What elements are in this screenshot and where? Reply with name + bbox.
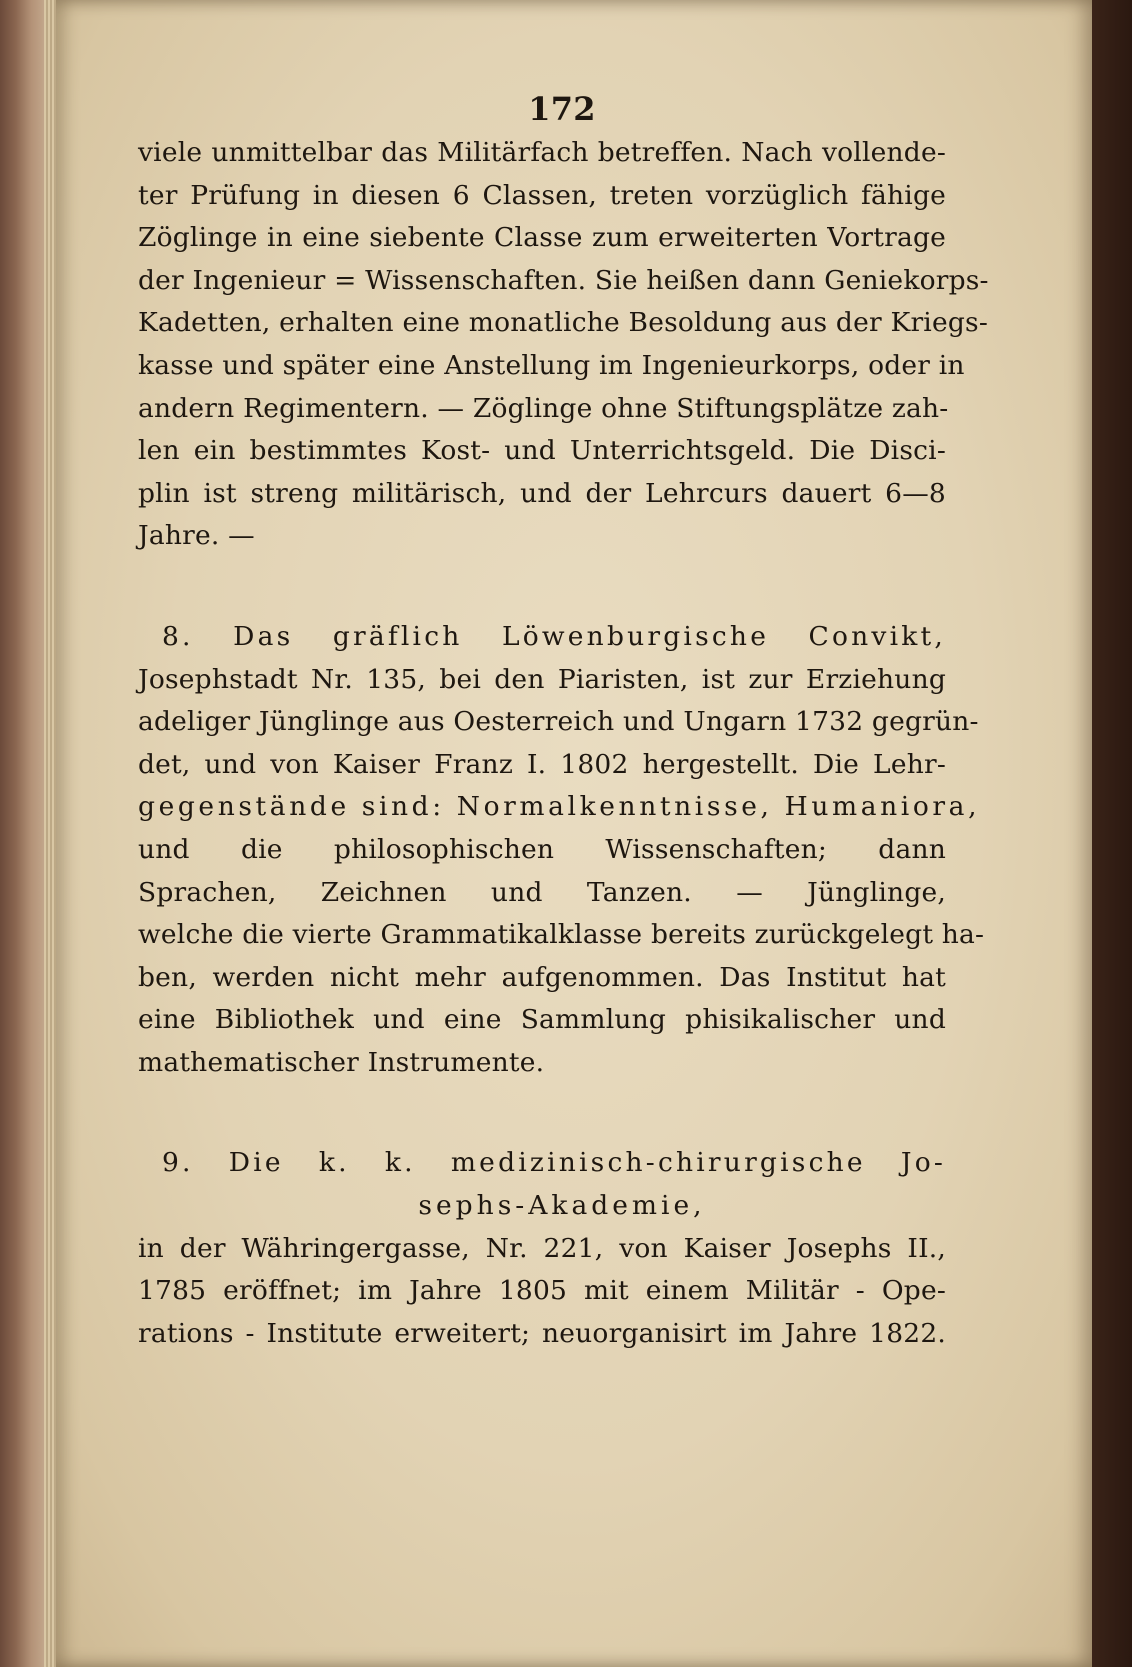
page-text [138,88,989,1355]
text-line: Josephstadt Nr. 135, bei den Piaristen, ist zur Erziehung [138,663,946,695]
text-line: eine Bibliothek und eine Sammlung phisikalischer und [138,1004,946,1036]
text-line: adeliger Jünglinge aus Oesterreich und Ungarn 1732 gegrün- [138,706,979,738]
text-line: der Ingenieur = Wissenschaften. Sie heißen dann Geniekorps- [138,264,989,296]
text-line: andern Regimentern. — Zöglinge ohne Stiftungsplätze zah- [138,392,949,424]
paragraph-continued [138,132,989,558]
text-line: welche die vierte Grammatikalklasse bereits zurückgelegt ha- [138,919,985,951]
text-line: len ein bestimmtes Kost- und Unterrichtsgeld. Die Disci- [138,435,946,467]
text-line: gegenstände sind: Normalkenntnisse, Humaniora, [138,791,981,823]
text-line: kasse und später eine Anstellung im Ingenieurkorps, oder in [138,349,965,381]
paragraph-gap [138,1084,946,1142]
section-9-heading-cont: sephs-Akademie, [418,1190,706,1222]
paragraph-gap [138,558,946,616]
text-line: det, und von Kaiser Franz I. 1802 hergestellt. Die Lehr- [138,748,946,780]
text-line: 1785 eröffnet; im Jahre 1805 mit einem Militär - Ope- [138,1275,946,1307]
section-8 [138,616,985,1085]
section-8-heading: 8. Das gräflich Löwenburgische Convikt, [162,620,946,652]
text-line: mathematischer Instrumente. [138,1046,545,1078]
book-cover-edge-right [1092,0,1132,1667]
text-line: ben, werden nicht mehr aufgenommen. Das Institut hat [138,961,946,993]
section-9-heading: 9. Die k. k. medizinisch-chirurgische Jo- [162,1147,946,1179]
text-line: rations - Institute erweitert; neuorganisirt im Jahre 1822. [138,1317,946,1349]
text-line: in der Währingergasse, Nr. 221, von Kaiser Josephs II., [138,1232,946,1264]
page-number: 172 [528,90,596,128]
text-line: Zöglinge in eine siebente Classe zum erweiterten Vortrage [138,222,946,254]
text-line: ter Prüfung in diesen 6 Classen, treten vorzüglich fähige [138,179,946,211]
text-line: Sprachen, Zeichnen und Tanzen. — Jünglinge, [138,876,946,908]
text-line: plin ist streng militärisch, und der Lehrcurs dauert 6—8 [138,477,946,509]
section-9 [138,1142,946,1355]
text-line: Kadetten, erhalten eine monatliche Besoldung aus der Kriegs- [138,307,988,339]
text-line: viele unmittelbar das Militärfach betreffen. Nach vollende- [138,137,946,168]
text-line: und die philosophischen Wissenschaften; dann [138,833,946,865]
text-line: Jahre. — [138,520,255,552]
